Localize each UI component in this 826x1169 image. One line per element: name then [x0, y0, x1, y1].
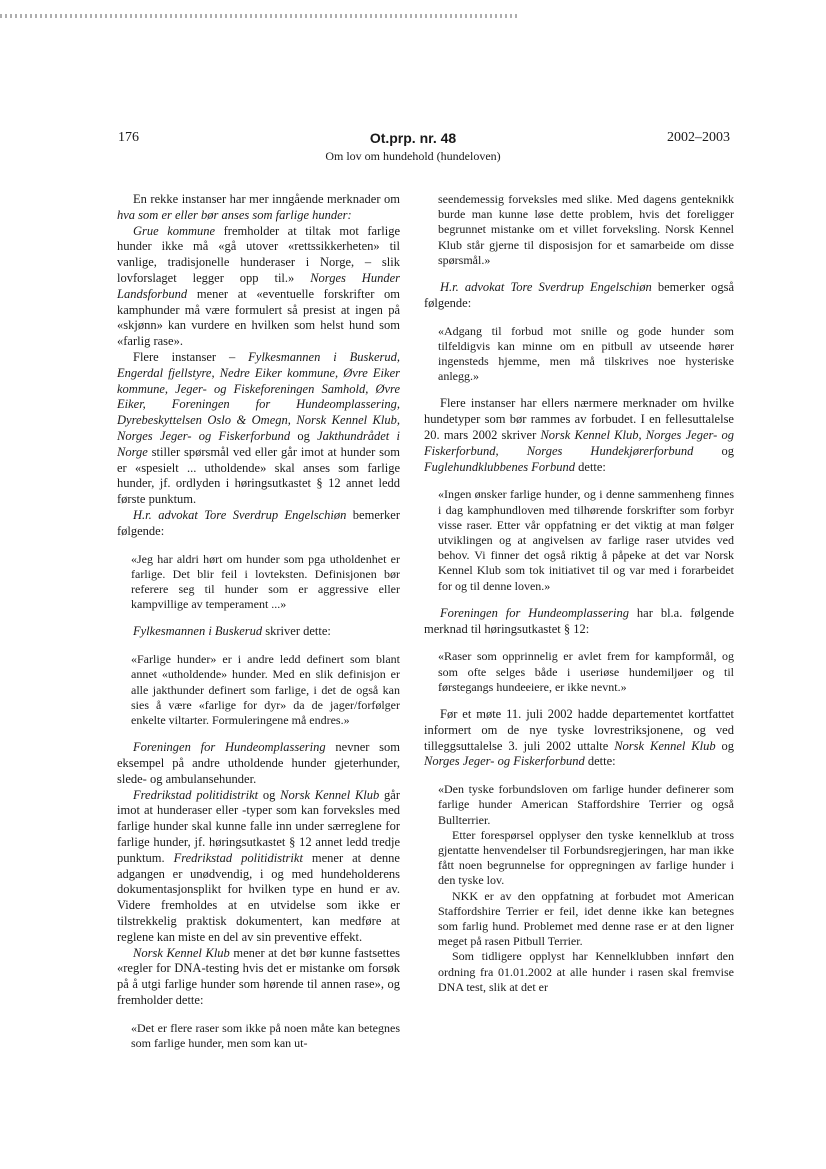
document-subtitle: Om lov om hundehold (hundeloven) [325, 149, 501, 163]
body-paragraph: Norsk Kennel Klub mener at det bør kunne fastsettes «regler for DNA-testing hvis det er mistanke om forsøk på å utgi farlige hunder som hørende til annen rase», og fremholder dette: [117, 945, 400, 1007]
document-year: 2002–2003 [667, 130, 730, 145]
quote-paragraph: Som tidligere opplyst har Kennelklubben innført den ordning fra 01.01.2002 at alle hunder i rasen skal fremvise DNA test, slik at det er [438, 949, 734, 994]
body-paragraph: Før et møte 11. juli 2002 hadde departementet kortfattet informert om de nye tyske lovrestriksjonene, og ved tilleggsuttalelse 3. juli 2002 uttalte Norsk Kennel Klub og Norges Jeger- og Fiskerforbund dette: [424, 707, 734, 769]
quote-paragraph: «Farlige hunder» er i andre ledd definert som blant annet «utholdende» hunder. Med en slik definisjon er alle jakthunder definert som farlige, i det de også kan sies å være «farlige for dyr» da de jager/forfølger enkelte viltarter. Formuleringene må endres.» [131, 652, 400, 727]
left-column [117, 192, 400, 1063]
body-paragraph: Fylkesmannen i Buskerud skriver dette: [133, 624, 331, 639]
quote-paragraph: «Det er flere raser som ikke på noen måte kan betegnes som farlige hunder, men som kan ut- [131, 1020, 400, 1050]
quote-paragraph: seendemessig forveksles med slike. Med dagens genteknikk burde man kunne løse dette problem, hvis det foreligger begrunnet mistanke om et villet forveksling. Norsk Kennel Klub står gjerne til disposisjon for et samarbeide om disse spørsmål.» [438, 192, 734, 267]
body-paragraph: Fredrikstad politidistrikt og Norsk Kennel Klub går imot at hunderaser eller -typer som kan forveksles med farlige hunder skal kunne falle inn under særreglene for farlige hunder, jf. høringsutkastet § 12 annet ledd tredje punktum. Fredrikstad politidistrikt mener at denne adgangen er unødvendig, i og med hundeholderens dokumentasjonsplikt for hvilken type en hund er av. Videre fremholdes at en utvidelse som ikke er tilstrekkelig praktisk dokumentert, kan medføre at reglene kan miste en del av sin preventive effekt. [117, 787, 401, 944]
quote-paragraph: «Jeg har aldri hørt om hunder som pga utholdenhet er farlige. Det blir feil i lovteksten. Definisjonen bør referere seg til hunder som er aggressive eller kampvillige av temperament ...» [131, 551, 400, 612]
body-paragraph: H.r. advokat Tore Sverdrup Engelschiøn bemerker også følgende: [424, 280, 735, 310]
body-paragraph: Flere instanser – Fylkesmannen i Buskerud, Engerdal fjellstyre, Nedre Eiker kommune, Øvre Eiker kommune, Jeger- og Fiskeforeningen Samhold, Øvre Eiker, Foreningen for Hundeomplassering, Dyrebeskyttelsen Oslo & Omegn, Norsk Kennel Klub, Norges Jeger- og Fiskerforbund og Jakthundrådet i Norge stiller spørsmål ved eller går imot at hunder som er «spesielt ... utholdende» skal anses som farlige hunder, jf. ordlyden i høringsutkastet § 12 annet ledd første punktum. [117, 349, 401, 507]
quote-paragraph: «Ingen ønsker farlige hunder, og i denne sammenheng finnes i dag kamphundloven med tilhørende forskrifter som forbyr visse raser. Etter vår oppfatning er det viktig at man følger utviklingen og at angivelsen av farlige raser utvides ved behov. Vi finner det også riktig å påpeke at det var Norsk Kennel Klub som tok initiativet til og var med i forarbeidet for og til denne loven.» [438, 487, 734, 593]
body-paragraph: Grue kommune fremholder at tiltak mot farlige hunder ikke må «gå utover «rettssikkerheten» til vanlige, tradisjonelle hunderaser i Norge, – slik lovforslaget legger opp til.» Norges Hunder Landsforbund mener at «eventuelle forskrifter om kamphunder må være formulert så presist at ingen på «skjønn» kan vurdere en hvilken som helst hund som «farlig rase». [117, 223, 400, 349]
right-column [424, 192, 734, 995]
quote-paragraph: Etter forespørsel opplyser den tyske kennelklub at tross gjentatte henvendelser til Forbundsregjeringen, har man ikke fått noen begrunnelse for oppregningen av farlige hunder i den tyske lov. [438, 827, 734, 888]
quote-paragraph: «Adgang til forbud mot snille og gode hunder som tilfeldigvis kan minne om en pitbull av utseende hører ingensteds hjemme, men må tilskrives noe hysteriske anlegg.» [438, 323, 734, 384]
quote-paragraph: «Den tyske forbundsloven om farlige hunder definerer som farlige hunder American Staffordshire Terrier og også Bullterrier. [438, 782, 734, 827]
page-number: 176 [118, 130, 139, 145]
quote-paragraph: NKK er av den oppfatning at forbudet mot American Staffordshire Terrier er feil, idet denne ikke kan betegnes som farlig hund. Problemet med denne rase er at den ligner meget på rasen Pitbull Terrier. [438, 888, 734, 949]
document-title: Ot.prp. nr. 48 [369, 130, 457, 146]
body-paragraph: En rekke instanser har mer inngående merknader om hva som er eller bør anses som farlige hunder: [117, 192, 400, 222]
body-paragraph: Flere instanser har ellers nærmere merknader om hvilke hundetyper som bør rammes av forbudet. I en fellesuttalelse 20. mars 2002 skriver Norsk Kennel Klub, Norges Jeger- og Fiskerforbund, Norges Hundekjørerforbund og Fuglehundklubbenes Forbund dette: [424, 396, 735, 474]
scan-artifact [0, 14, 520, 18]
body-paragraph: Foreningen for Hundeomplassering har bl.a. følgende merknad til høringsutkastet § 12: [424, 605, 734, 636]
body-paragraph: H.r. advokat Tore Sverdrup Engelschiøn bemerker følgende: [117, 507, 400, 538]
body-paragraph: Foreningen for Hundeomplassering nevner som eksempel på andre utholdende hunder gjeterhunder, slede- og ambulansehunder. [117, 740, 400, 786]
quote-paragraph: «Raser som opprinnelig er avlet frem for kampformål, og som ofte selges både i useriøse hundemiljøer og til førstegangs hundeeiere, er ikke nevnt.» [438, 649, 734, 694]
